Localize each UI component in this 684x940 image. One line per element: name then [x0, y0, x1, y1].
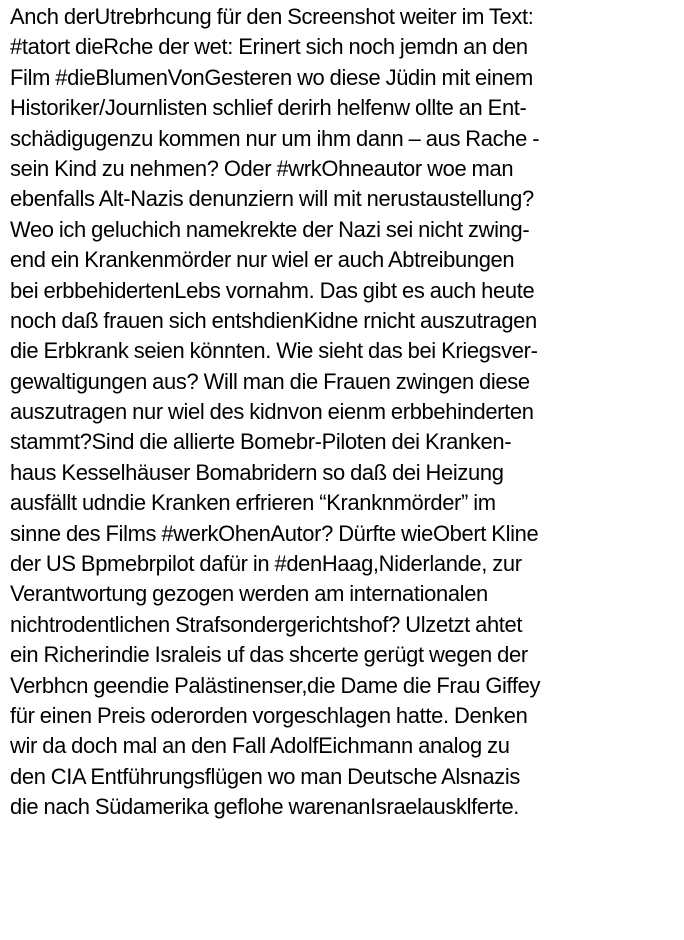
text-line: ein Richerindie Israleis uf das shcerte gerügt wegen der	[10, 642, 528, 668]
text-line: wir da doch mal an den Fall AdolfEichmann analog zu	[10, 733, 510, 759]
text-line: die Erbkrank seien könnten. Wie sieht das bei Kriegsver-	[10, 338, 538, 364]
text-line: end ein Krankenmörder nur wiel er auch Abtreibungen	[10, 247, 515, 273]
text-line: Weo ich geluchich namekrekte der Nazi sei nicht zwing-	[10, 216, 530, 242]
text-line: für einen Preis oderorden vorgeschlagen hatte. Denken	[10, 702, 528, 728]
text-line: #tatort dieRche der wet: Erinert sich noch jemdn an den	[10, 34, 528, 60]
text-line: sein Kind zu nehmen? Oder #wrkOhneautor woe man	[10, 155, 514, 181]
text-line: die nach Südamerika geflohe warenanIsraelausklferte.	[10, 794, 520, 820]
text-line: gewaltigungen aus? Will man die Frauen zwingen diese	[10, 368, 530, 394]
text-line: auszutragen nur wiel des kidnvon eienm erbbehinderten	[10, 399, 534, 425]
text-line: nichtrodentlichen Strafsondergerichtshof? Ulzetzt ahtet	[10, 611, 523, 637]
text-line: sinne des Films #werkOhenAutor? Dürfte wieObert Kline	[10, 520, 539, 546]
text-line: stammt?Sind die allierte Bomebr-Piloten dei Kranken-	[10, 429, 512, 455]
body-text	[10, 2, 680, 823]
text-line: Anch derUtrebrhcung für den Screenshot weiter im Text:	[10, 4, 534, 29]
text-line: noch daß frauen sich entshdienKidne rnicht auszutragen	[10, 307, 537, 333]
text-line: bei erbbehidertenLebs vornahm. Das gibt es auch heute	[10, 277, 535, 303]
text-line: ebenfalls Alt-Nazis denunziern will mit nerustaustellung?	[10, 186, 534, 212]
text-line: Verantwortung gezogen werden am internationalen	[10, 581, 488, 607]
text-line: Verbhcn geendie Palästinenser,die Dame die Frau Giffey	[10, 672, 541, 698]
text-line: Film #dieBlumenVonGesteren wo diese Jüdin mit einem	[10, 64, 533, 90]
text-line: schädigugenzu kommen nur um ihm dann – aus Rache -	[10, 125, 540, 151]
text-line: den CIA Entführungsflügen wo man Deutsche Alsnazis	[10, 763, 520, 789]
text-line: ausfällt udndie Kranken erfrieren “Kranknmörder” im	[10, 490, 496, 516]
text-line: haus Kesselhäuser Bomabridern so daß dei Heizung	[10, 459, 504, 485]
text-line: der US Bpmebrpilot dafür in #denHaag,Niderlande, zur	[10, 551, 522, 577]
text-line: Historiker/Journlisten schlief derirh helfenw ollte an Ent-	[10, 95, 527, 121]
